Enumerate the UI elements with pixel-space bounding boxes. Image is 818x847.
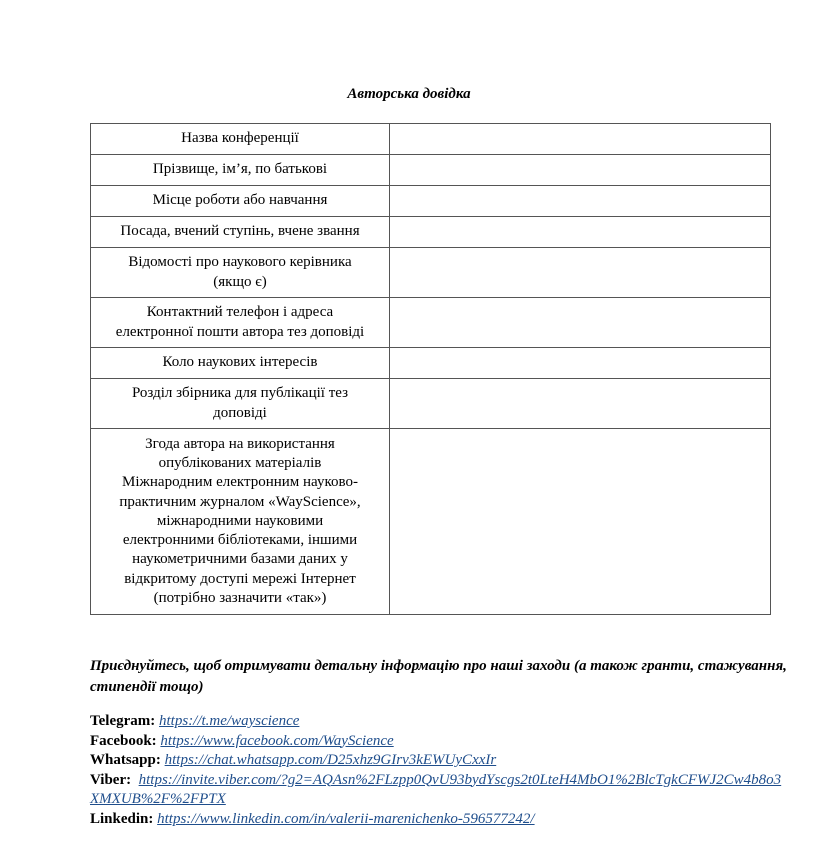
- facebook-link[interactable]: https://www.facebook.com/WayScience: [160, 732, 394, 749]
- social-label: Whatsapp:: [90, 752, 161, 768]
- linkedin-link[interactable]: https://www.linkedin.com/in/valerii-marenichenko-596577242/: [157, 810, 535, 827]
- social-label: Linkedin:: [90, 810, 154, 827]
- table-row: [91, 348, 771, 379]
- table-row: [91, 429, 771, 615]
- social-link-facebook: [90, 732, 790, 752]
- social-label: Telegram:: [90, 713, 156, 729]
- telegram-link[interactable]: https://t.me/wayscience: [159, 713, 300, 729]
- answer-cell[interactable]: [390, 217, 771, 248]
- table-row: [91, 186, 771, 217]
- answer-cell[interactable]: [390, 248, 771, 298]
- whatsapp-link[interactable]: https://chat.whatsapp.com/D25xhz9GIrv3kEWUyCxxIr: [164, 752, 497, 768]
- author-info-table: [90, 123, 771, 615]
- social-link-whatsapp: [90, 751, 790, 771]
- social-link-linkedin: [90, 810, 790, 830]
- answer-cell[interactable]: [390, 298, 771, 348]
- table-row: [91, 248, 771, 298]
- social-label: Viber:: [90, 771, 132, 788]
- social-links: [90, 712, 790, 829]
- row-label: Відомості про наукового керівника (якщо є): [91, 248, 390, 298]
- social-link-viber: [90, 771, 790, 810]
- answer-cell[interactable]: [390, 155, 771, 186]
- table-row: [91, 155, 771, 186]
- table-row: [91, 217, 771, 248]
- row-label: Назва конференції: [91, 124, 390, 155]
- social-link-telegram: [90, 712, 790, 732]
- table-row: [91, 124, 771, 155]
- answer-cell[interactable]: [390, 429, 771, 615]
- answer-cell[interactable]: [390, 348, 771, 379]
- table-row: [91, 298, 771, 348]
- social-label: Facebook:: [90, 732, 157, 749]
- answer-cell[interactable]: [390, 379, 771, 429]
- row-label: Розділ збірника для публікації тез доповіді: [91, 379, 390, 429]
- row-label: Місце роботи або навчання: [91, 186, 390, 217]
- row-label: Посада, вчений ступінь, вчене звання: [91, 217, 390, 248]
- answer-cell[interactable]: [390, 124, 771, 155]
- answer-cell[interactable]: [390, 186, 771, 217]
- document-title: Авторська довідка: [347, 86, 471, 102]
- table-row: [91, 379, 771, 429]
- viber-link[interactable]: https://invite.viber.com/?g2=AQAsn%2FLzpp0QvU93bydYscgs2t0LteH4MbO1%2BlcTgkCFWJ2Cw4b8o3XMXUB%2F%2FPTX: [90, 771, 782, 807]
- join-invitation: Приєднуйтесь, щоб отримувати детальну інформацію про наші заходи (а також гранти, стажування, стипендії тощо): [90, 658, 787, 695]
- row-label: Згода автора на використання опублікованих матеріалів Міжнародним електронним науково- практичним журналом «WayScience», міжнародними науковими електронними бібліотеками, іншими наукометричними базами даних у відкритому доступі мережі Інтернет (потрібно зазначити «так»): [91, 429, 390, 615]
- row-label: Прізвище, ім’я, по батькові: [91, 155, 390, 186]
- row-label: Контактний телефон і адреса електронної пошти автора тез доповіді: [91, 298, 390, 348]
- row-label: Коло наукових інтересів: [91, 348, 390, 379]
